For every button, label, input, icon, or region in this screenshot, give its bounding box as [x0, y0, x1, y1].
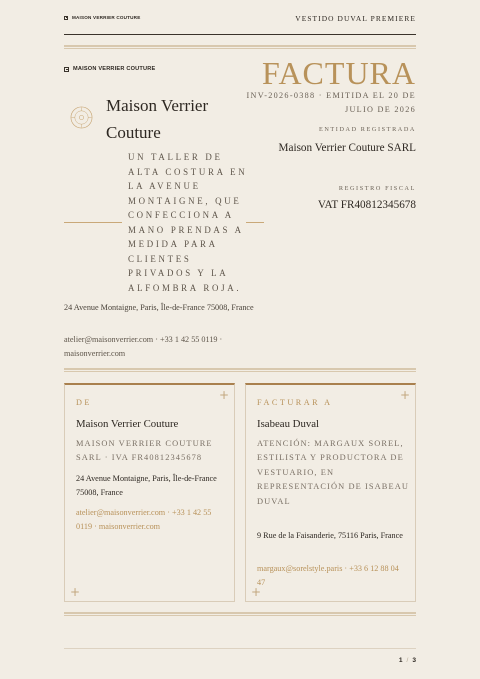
- from-name: Maison Verrier Couture: [76, 418, 179, 430]
- section-divider: [64, 368, 416, 372]
- to-address: 9 Rue de la Faisanderie, 75116 Paris, France: [257, 531, 403, 540]
- page-divider: /: [406, 657, 409, 664]
- header-brand-label: MAISON VERRIER COUTURE: [72, 15, 141, 20]
- invoice-number-date: INV-2026-0388 · EMITIDA EL 20 DE JULIO DE 2026: [246, 91, 416, 114]
- page-total: 3: [412, 657, 416, 664]
- brand-address: 24 Avenue Montaigne, Paris, Île-de-France 75008, France: [64, 303, 254, 312]
- header-document-title: VESTIDO DUVAL PREMIERE: [295, 14, 416, 23]
- to-subtitle: ATENCIÓN: MARGAUX SOREL, ESTILISTA Y PRODUCTORA DE VESTUARIO, EN REPRESENTACIÓN DE ISABEAU DUVAL: [257, 439, 409, 506]
- to-card: [245, 383, 416, 602]
- brand-contact: atelier@maisonverrier.com · +33 1 42 55 0119 · maisonverrier.com: [64, 335, 223, 358]
- from-label: DE: [76, 398, 92, 407]
- emblem-icon: [70, 106, 93, 129]
- plus-icon: +: [70, 585, 81, 599]
- plus-icon: +: [251, 585, 262, 599]
- from-contact: atelier@maisonverrier.com · +33 1 42 55 0119 · maisonverrier.com: [76, 508, 212, 531]
- bottom-divider: [64, 612, 416, 616]
- plus-icon: +: [399, 388, 410, 402]
- ornament-line-left: [64, 222, 122, 223]
- from-subtitle: MAISON VERRIER COUTURE SARL · IVA FR40812345678: [76, 439, 213, 463]
- square-logo-icon: [64, 67, 69, 72]
- mini-brand-label: MAISON VERRIER COUTURE: [73, 66, 156, 72]
- from-address: 24 Avenue Montaigne, Paris, Île-de-France 75008, France: [76, 474, 217, 497]
- fiscal-value: VAT FR40812345678: [317, 199, 416, 211]
- from-card: [64, 383, 235, 602]
- page-footer: [64, 648, 416, 668]
- to-contact: margaux@sorelstyle.paris · +33 6 12 88 04 47: [257, 564, 399, 587]
- mini-brand: [64, 66, 155, 72]
- brand-tagline: UN TALLER DE ALTA COSTURA EN LA AVENUE MONTAIGNE, QUE CONFECCIONA A MANO PRENDAS A MEDIDA PARA CLIENTES PRIVADOS Y LA ALFOMBRA ROJA.: [128, 152, 248, 293]
- header-brand: [64, 15, 140, 20]
- header-divider: [64, 45, 416, 49]
- entity-label: ENTIDAD REGISTRADA: [318, 126, 416, 133]
- fiscal-label: REGISTRO FISCAL: [338, 185, 416, 192]
- page-current: 1: [398, 657, 403, 664]
- square-logo-icon: [64, 16, 68, 20]
- entity-value: Maison Verrier Couture SARL: [278, 142, 416, 154]
- plus-icon: +: [218, 388, 229, 402]
- running-header: [64, 15, 416, 35]
- brand-name: Maison Verrier Couture: [106, 96, 209, 142]
- to-name: Isabeau Duval: [257, 418, 320, 430]
- invoice-title: FACTURA: [262, 55, 416, 91]
- page-number: [399, 657, 416, 664]
- to-label: FACTURAR A: [257, 398, 333, 407]
